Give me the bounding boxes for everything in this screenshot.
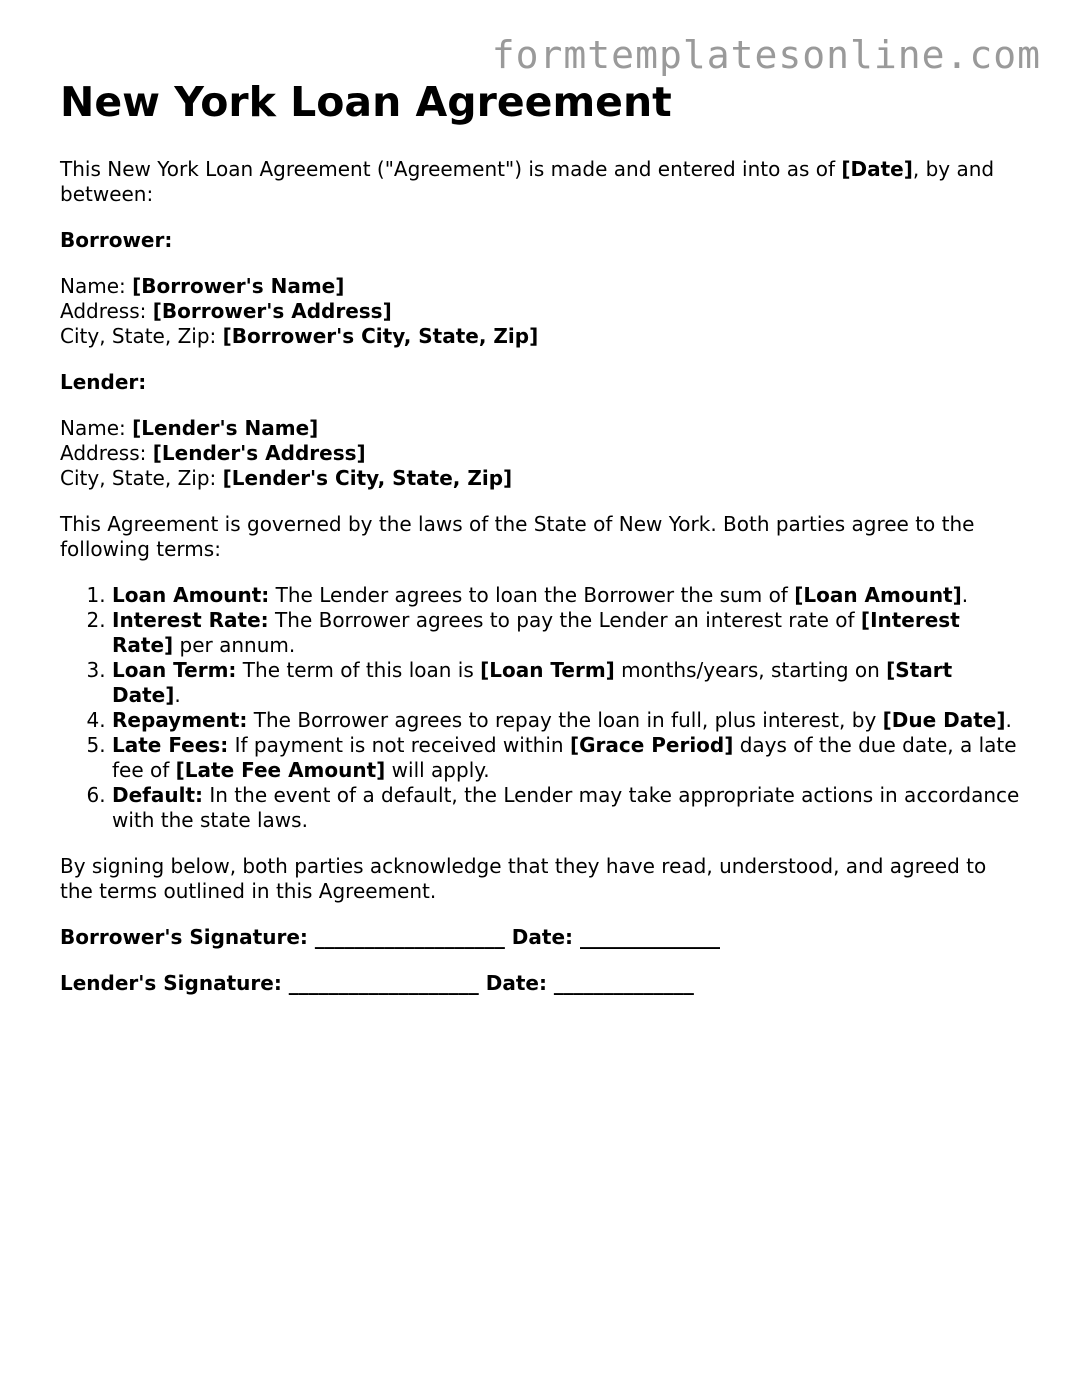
lender-address-placeholder: [Lender's Address]: [152, 441, 366, 465]
term-text: .: [174, 683, 181, 707]
term-default: [112, 783, 1020, 833]
borrower-city-label: City, State, Zip:: [60, 324, 223, 348]
lender-address-label: Address:: [60, 441, 153, 465]
watermark-text: formtemplatesonline.com: [491, 33, 1041, 77]
term-text: .: [1005, 708, 1012, 732]
intro-text-before: This New York Loan Agreement ("Agreement") is made and entered into as of: [60, 157, 842, 181]
lender-name-label: Name:: [60, 416, 133, 440]
term-placeholder: [Loan Amount]: [794, 583, 962, 607]
term-text: If payment is not received within: [228, 733, 570, 757]
term-label: Interest Rate:: [112, 608, 269, 632]
term-label: Repayment:: [112, 708, 248, 732]
term-interest-rate: [112, 608, 1020, 658]
lender-city-placeholder: [Lender's City, State, Zip]: [222, 466, 513, 490]
term-text: In the event of a default, the Lender may take appropriate actions in accordance with the state laws.: [112, 783, 1020, 832]
lender-heading: Lender:: [60, 370, 147, 394]
borrower-details: [60, 274, 1020, 349]
term-text: The Borrower agrees to repay the loan in full, plus interest, by: [247, 708, 883, 732]
term-label: Late Fees:: [112, 733, 229, 757]
term-placeholder: [Late Fee Amount]: [175, 758, 386, 782]
borrower-name-placeholder: [Borrower's Name]: [132, 274, 345, 298]
term-placeholder: [Due Date]: [882, 708, 1006, 732]
acknowledgment-paragraph: By signing below, both parties acknowledge that they have read, understood, and agreed to the terms outlined in this Agreement.: [60, 854, 987, 903]
term-text: days of the due date, a late fee of: [112, 733, 1017, 782]
term-repayment: [112, 708, 1020, 733]
borrower-name-label: Name:: [60, 274, 133, 298]
term-loan-term: [112, 658, 1020, 708]
term-text: The Lender agrees to loan the Borrower the sum of: [269, 583, 795, 607]
date-placeholder: [Date]: [841, 157, 913, 181]
term-text: .: [961, 583, 969, 607]
document-body: [60, 78, 1020, 1017]
borrower-city-placeholder: [Borrower's City, State, Zip]: [222, 324, 539, 348]
term-placeholder: [Start Date]: [112, 658, 953, 707]
lender-city-label: City, State, Zip:: [60, 466, 223, 490]
term-loan-amount: [112, 583, 1020, 608]
intro-text-after: , by and between:: [60, 157, 995, 206]
governing-law-paragraph: This Agreement is governed by the laws of the State of New York. Both parties agree to the following terms:: [60, 512, 975, 561]
term-label: Default:: [112, 783, 204, 807]
term-label: Loan Amount:: [112, 583, 270, 607]
borrower-address-label: Address:: [60, 299, 153, 323]
term-text: will apply.: [385, 758, 490, 782]
term-text: The Borrower agrees to pay the Lender an interest rate of: [268, 608, 861, 632]
term-late-fees: [112, 733, 1020, 783]
term-text: The term of this loan is: [236, 658, 481, 682]
term-text: months/years, starting on: [614, 658, 887, 682]
intro-paragraph: [60, 157, 1020, 207]
lender-name-placeholder: [Lender's Name]: [132, 416, 319, 440]
term-placeholder: [Interest Rate]: [112, 608, 960, 657]
borrower-heading: Borrower:: [60, 228, 173, 252]
borrower-signature-line: Borrower's Signature: ___________________ Date: ______________: [60, 925, 720, 949]
lender-details: [60, 416, 1020, 491]
terms-list: [60, 583, 1020, 833]
document-title: New York Loan Agreement: [60, 78, 672, 126]
term-placeholder: [Grace Period]: [569, 733, 734, 757]
term-text: per annum.: [173, 633, 296, 657]
term-placeholder: [Loan Term]: [480, 658, 615, 682]
borrower-address-placeholder: [Borrower's Address]: [152, 299, 392, 323]
term-label: Loan Term:: [112, 658, 237, 682]
lender-signature-line: Lender's Signature: ___________________ Date: ______________: [60, 971, 694, 995]
